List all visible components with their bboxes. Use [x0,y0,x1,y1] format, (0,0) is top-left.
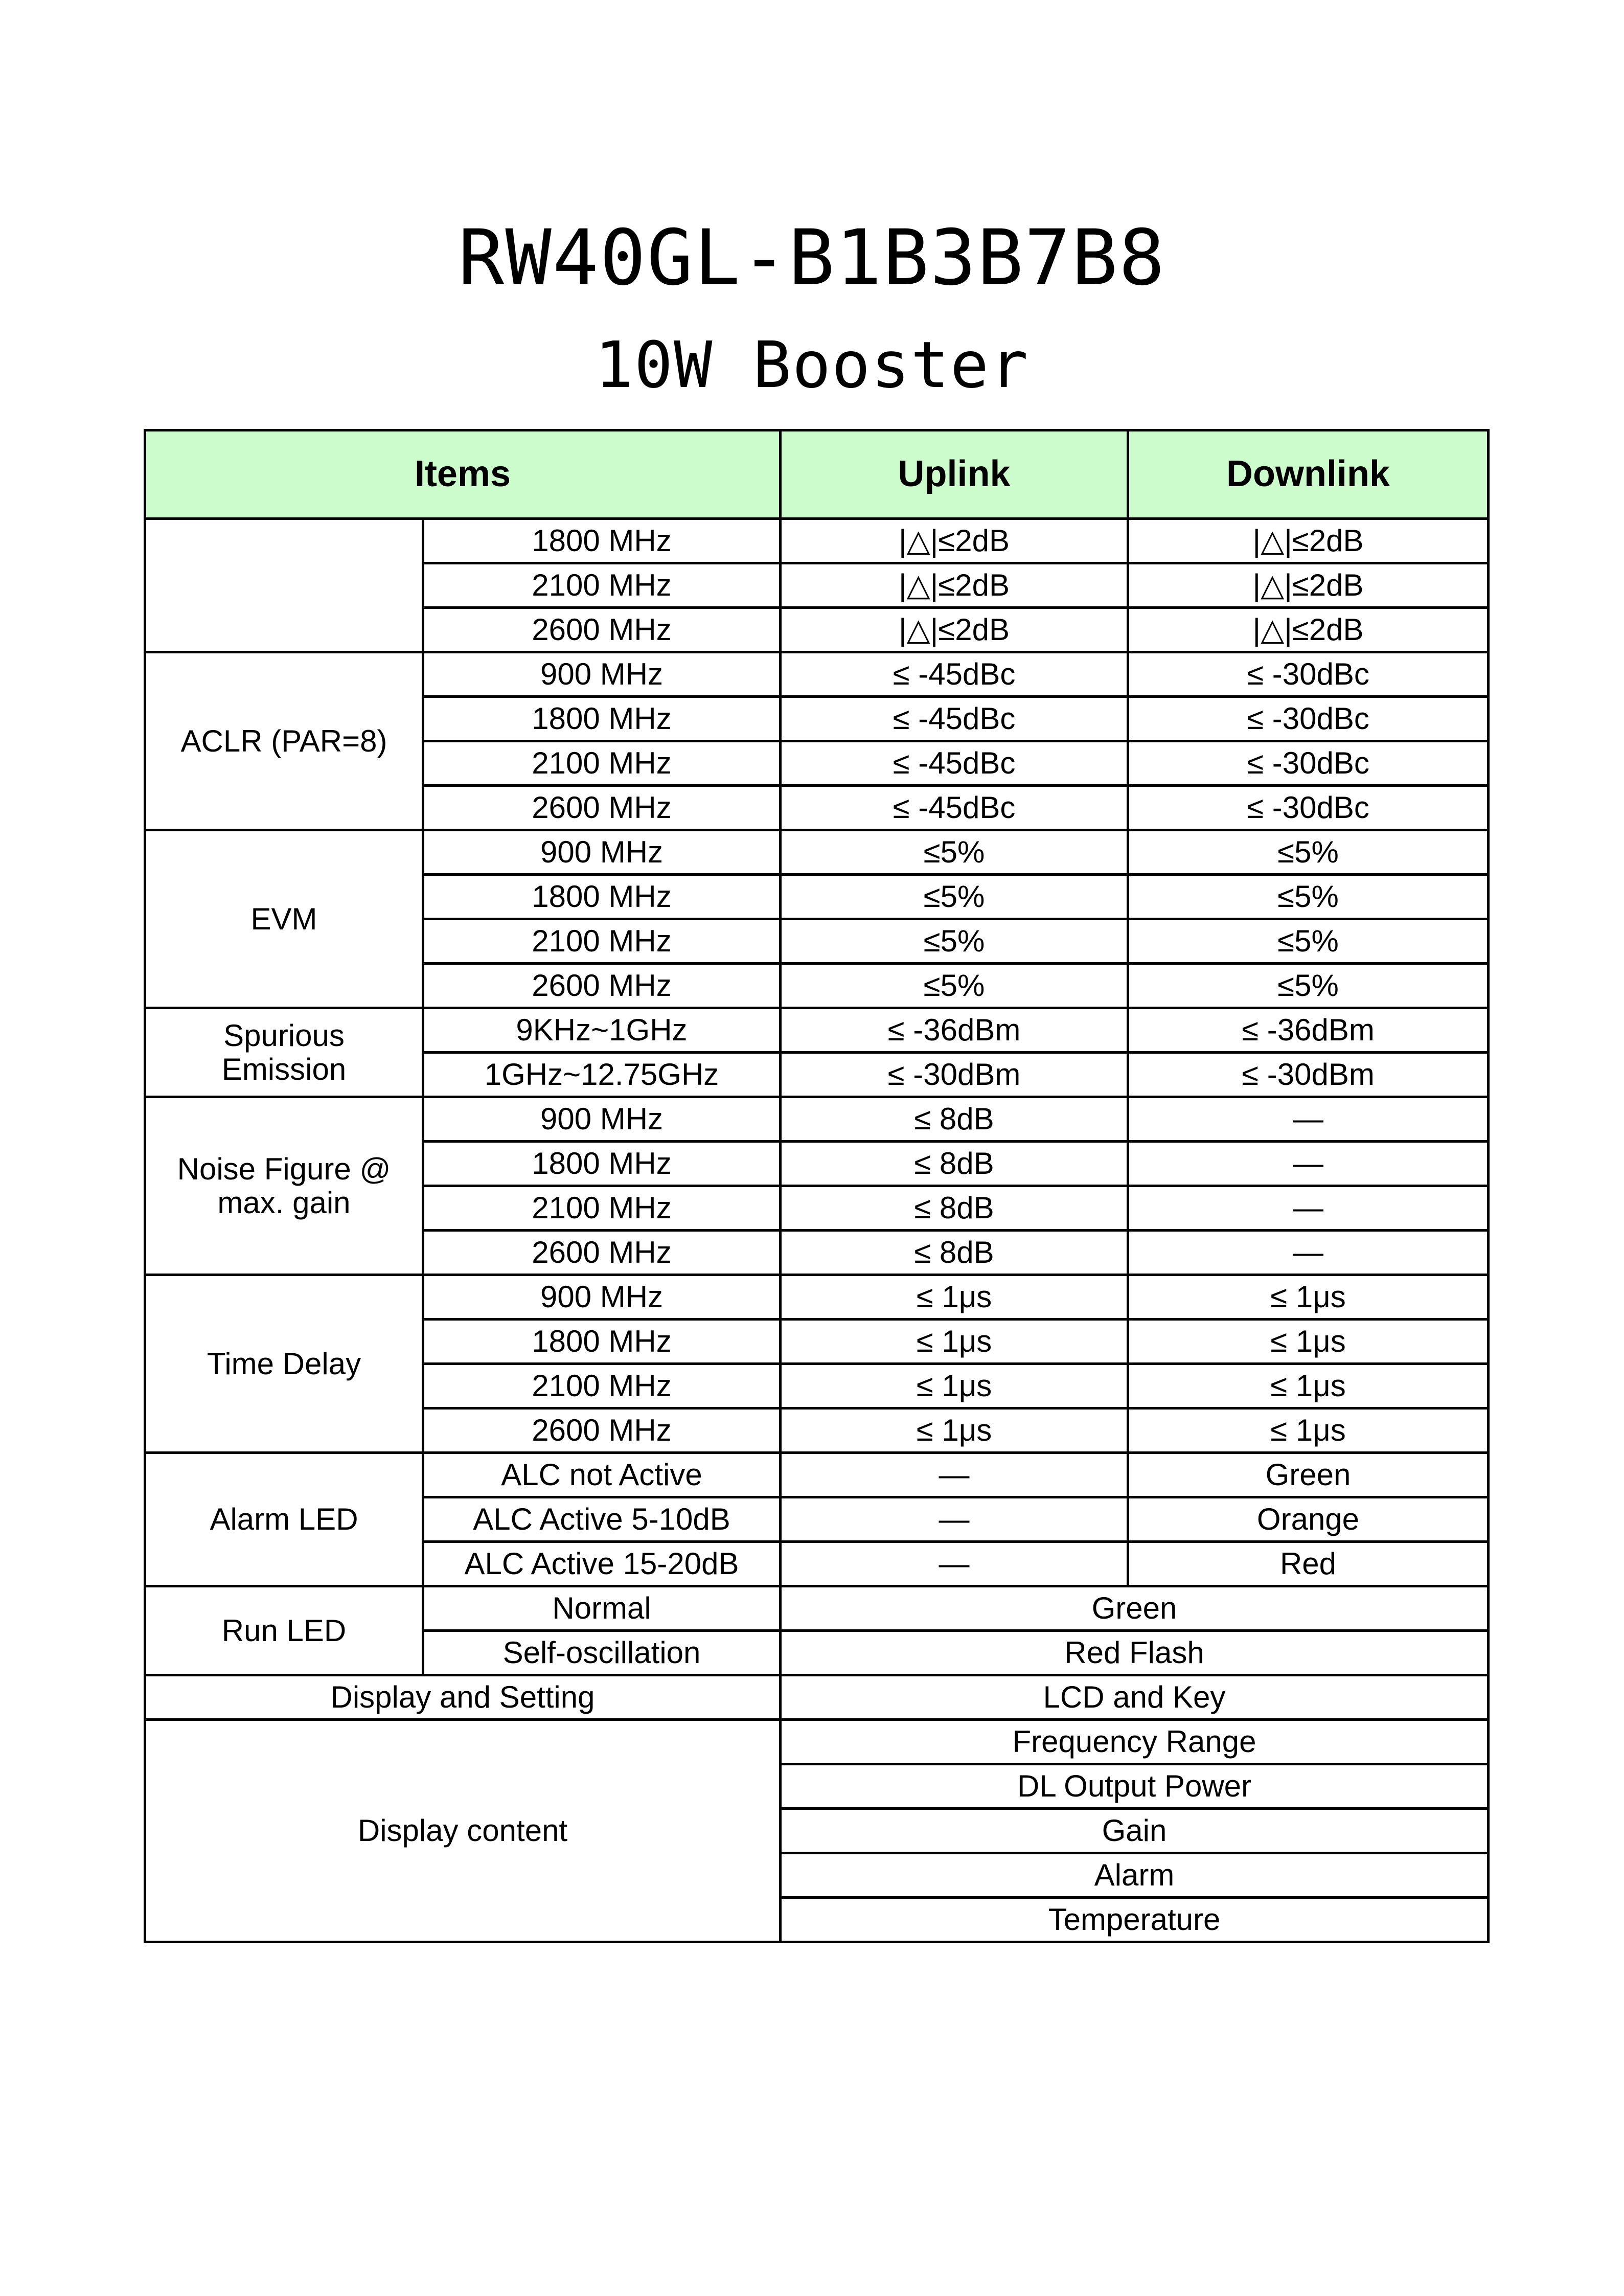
item-cell: 2600 MHz [423,786,781,830]
item-cell: 2100 MHz [423,1364,781,1408]
header-uplink: Uplink [781,430,1128,519]
table-row [145,1008,1489,1053]
table-row [145,519,1489,563]
item-cell: 1800 MHz [423,1320,781,1364]
group-label-aclr-par-8: ACLR (PAR=8) [145,652,423,830]
downlink-cell: ≤ -30dBc [1128,786,1489,830]
table-row [145,1097,1489,1142]
uplink-cell: ≤ 1μs [781,1364,1128,1408]
item-cell: 900 MHz [423,1097,781,1142]
value-cell: Green [781,1586,1489,1631]
uplink-cell: ≤ 1μs [781,1275,1128,1320]
item-cell: 1800 MHz [423,875,781,919]
item-cell: 900 MHz [423,652,781,697]
display-setting-value: LCD and Key [781,1675,1489,1720]
display-content-value: DL Output Power [781,1764,1489,1809]
uplink-cell: — [781,1453,1128,1497]
display-content-value: Alarm [781,1853,1489,1898]
item-cell: 2600 MHz [423,964,781,1008]
downlink-cell: ≤5% [1128,830,1489,875]
item-cell: Normal [423,1586,781,1631]
group-label-run-led: Run LED [145,1586,423,1675]
uplink-cell: |△|≤2dB [781,519,1128,563]
downlink-cell: ≤5% [1128,919,1489,964]
uplink-cell: ≤5% [781,919,1128,964]
header-items: Items [145,430,781,519]
table-row [145,1586,1489,1631]
uplink-cell: ≤ -45dBc [781,697,1128,741]
display-content-value: Gain [781,1809,1489,1853]
uplink-cell: ≤ 8dB [781,1142,1128,1186]
header-row [145,430,1489,519]
uplink-cell: ≤ -45dBc [781,741,1128,786]
table-row [145,1675,1489,1720]
item-cell: 2100 MHz [423,563,781,608]
spec-table-body [145,519,1489,1942]
item-cell: 900 MHz [423,1275,781,1320]
uplink-cell: ≤5% [781,830,1128,875]
item-cell: 2100 MHz [423,741,781,786]
uplink-cell: |△|≤2dB [781,563,1128,608]
display-content-label: Display content [145,1720,781,1942]
item-cell: 2100 MHz [423,1186,781,1231]
value-cell: Red Flash [781,1631,1489,1675]
item-cell: ALC Active 15-20dB [423,1542,781,1586]
item-cell: 1800 MHz [423,697,781,741]
uplink-cell: ≤ -45dBc [781,786,1128,830]
spec-table [144,429,1490,1943]
downlink-cell: ≤ -30dBc [1128,697,1489,741]
downlink-cell: ≤ -30dBc [1128,652,1489,697]
header-downlink: Downlink [1128,430,1489,519]
uplink-cell: ≤5% [781,875,1128,919]
table-row [145,652,1489,697]
downlink-cell: Red [1128,1542,1489,1586]
group-label-unlabeled [145,519,423,652]
document-title: RW40GL-B1B3B7B8 [458,214,1166,303]
item-cell: 2600 MHz [423,608,781,652]
uplink-cell: ≤ 1μs [781,1408,1128,1453]
downlink-cell: ≤ -30dBm [1128,1053,1489,1097]
display-content-value: Frequency Range [781,1720,1489,1764]
downlink-cell: — [1128,1186,1489,1231]
uplink-cell: ≤5% [781,964,1128,1008]
downlink-cell: — [1128,1231,1489,1275]
uplink-cell: ≤ -45dBc [781,652,1128,697]
item-cell: ALC Active 5-10dB [423,1497,781,1542]
uplink-cell: ≤ 8dB [781,1186,1128,1231]
downlink-cell: ≤ -36dBm [1128,1008,1489,1053]
item-cell: 9KHz~1GHz [423,1008,781,1053]
item-cell: 2600 MHz [423,1231,781,1275]
downlink-cell: — [1128,1097,1489,1142]
uplink-cell: ≤ -36dBm [781,1008,1128,1053]
uplink-cell: ≤ 1μs [781,1320,1128,1364]
uplink-cell: ≤ -30dBm [781,1053,1128,1097]
item-cell: ALC not Active [423,1453,781,1497]
document-subtitle: 10W Booster [594,328,1030,402]
downlink-cell: ≤ 1μs [1128,1275,1489,1320]
downlink-cell: |△|≤2dB [1128,563,1489,608]
item-cell: 2600 MHz [423,1408,781,1453]
downlink-cell: |△|≤2dB [1128,519,1489,563]
downlink-cell: ≤ 1μs [1128,1408,1489,1453]
group-label-evm: EVM [145,830,423,1008]
display-setting-label: Display and Setting [145,1675,781,1720]
item-cell: 1800 MHz [423,519,781,563]
item-cell: 1GHz~12.75GHz [423,1053,781,1097]
item-cell: 900 MHz [423,830,781,875]
group-label-noise-figure-max-gain: Noise Figure @ max. gain [145,1097,423,1275]
downlink-cell: ≤5% [1128,964,1489,1008]
uplink-cell: ≤ 8dB [781,1097,1128,1142]
downlink-cell: ≤ -30dBc [1128,741,1489,786]
uplink-cell: — [781,1542,1128,1586]
table-row [145,1275,1489,1320]
downlink-cell: ≤ 1μs [1128,1364,1489,1408]
table-row [145,830,1489,875]
table-row [145,1453,1489,1497]
downlink-cell: Orange [1128,1497,1489,1542]
group-label-alarm-led: Alarm LED [145,1453,423,1586]
downlink-cell: — [1128,1142,1489,1186]
item-cell: 2100 MHz [423,919,781,964]
downlink-cell: ≤ 1μs [1128,1320,1489,1364]
table-row [145,1720,1489,1764]
uplink-cell: — [781,1497,1128,1542]
uplink-cell: ≤ 8dB [781,1231,1128,1275]
item-cell: Self-oscillation [423,1631,781,1675]
item-cell: 1800 MHz [423,1142,781,1186]
downlink-cell: ≤5% [1128,875,1489,919]
display-content-value: Temperature [781,1898,1489,1942]
group-label-spurious-emission: Spurious Emission [145,1008,423,1097]
group-label-time-delay: Time Delay [145,1275,423,1453]
downlink-cell: Green [1128,1453,1489,1497]
downlink-cell: |△|≤2dB [1128,608,1489,652]
uplink-cell: |△|≤2dB [781,608,1128,652]
